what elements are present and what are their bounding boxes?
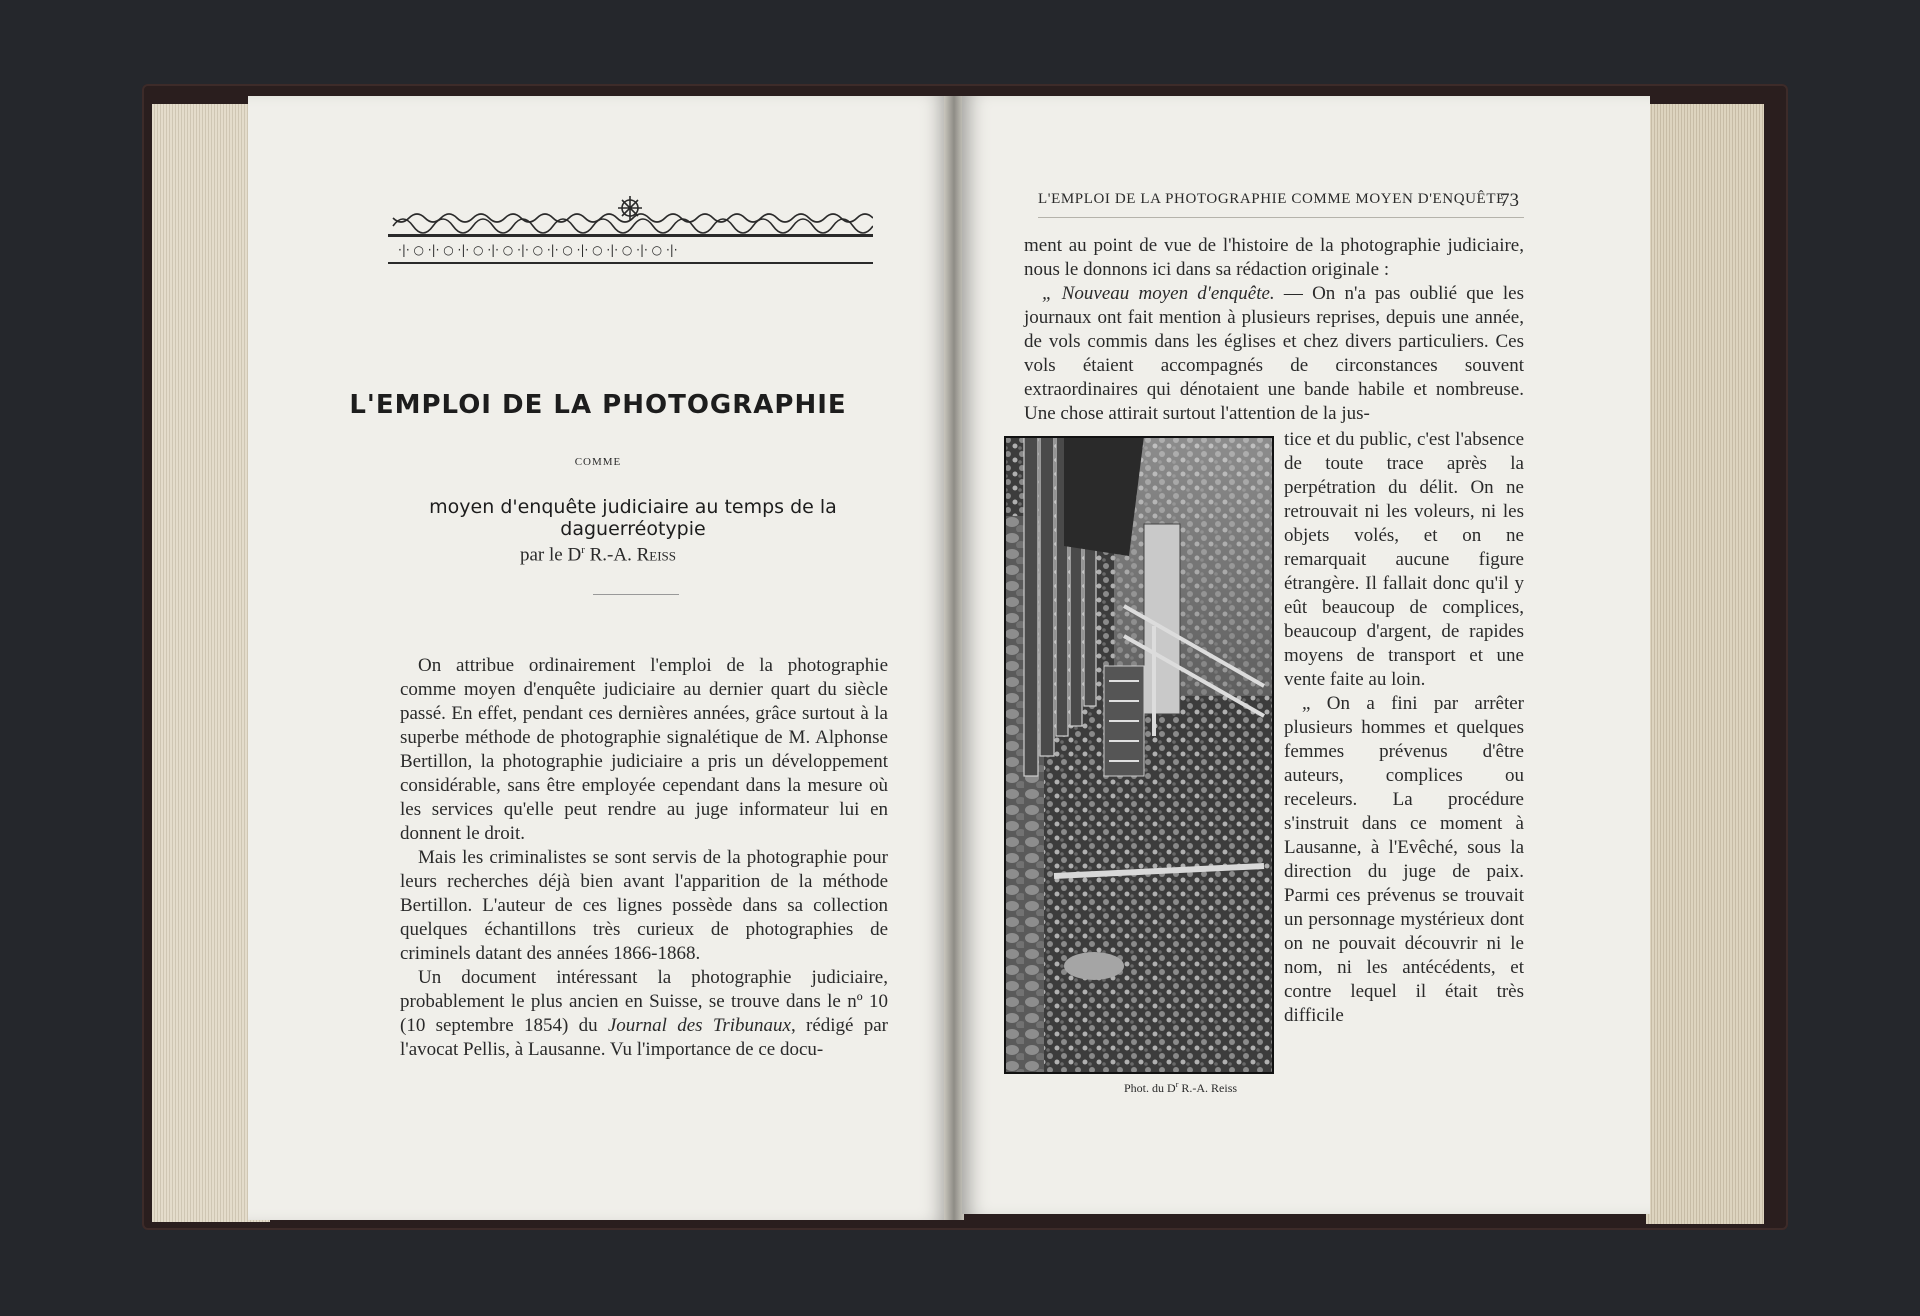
right-page bbox=[962, 96, 1650, 1214]
top-paragraph: ment au point de vue de l'histoire de la photographie judiciaire, nous le donnons ici dans sa rédaction originale : bbox=[1024, 235, 1524, 280]
svg-text:·|· ○ ·|· ○ ·|· ○: ·|· ○ ·|· ○ ·|· ○ ·|· ○ ·|· ○ ·|· ○ ·|· ○ ·|· ○ ·|· ○ ·|· bbox=[398, 243, 678, 257]
caption-prefix: Phot. du D bbox=[1124, 1081, 1176, 1095]
paragraph-3 bbox=[400, 966, 888, 1062]
paragraph-1: On attribue ordinairement l'emploi de la photographie comme moyen d'enquête judiciaire au dernier quart du siècle passé. En effet, pendant ces dernières années, grâce surtout à la superbe méthode de photographie signalétique de M. Alphonse Bertillon, la photographie judiciaire a pris un développement considérable, sans être employée cependant dans la mesure où les services qu'elle peut rendre au juge informateur lui en donnent le droit. bbox=[400, 655, 888, 844]
left-page bbox=[248, 96, 948, 1220]
title-connector: COMME bbox=[574, 456, 622, 468]
running-head: L'EMPLOI DE LA PHOTOGRAPHIE COMME MOYEN D'ENQUÊTE bbox=[1038, 191, 1506, 207]
byline-prefix: par le D bbox=[520, 544, 582, 566]
photo-caption bbox=[1124, 1080, 1237, 1096]
left-body bbox=[400, 654, 888, 1062]
author-name: R.-A. Reiss bbox=[589, 544, 676, 566]
article-title: L'EMPLOI DE LA PHOTOGRAPHIE bbox=[349, 390, 847, 420]
right-top-text bbox=[1024, 234, 1524, 426]
decorative-ornament-icon bbox=[388, 194, 873, 268]
journal-title: Journal des Tribunaux bbox=[607, 1015, 791, 1036]
book-gutter bbox=[944, 96, 964, 1220]
page-number: 73 bbox=[1500, 190, 1519, 211]
byline-sup: r bbox=[581, 544, 585, 556]
author-byline bbox=[248, 544, 948, 566]
caption-sup: r bbox=[1175, 1080, 1179, 1089]
caption-name: R.-A. Reiss bbox=[1181, 1081, 1238, 1095]
header-rule bbox=[1038, 217, 1524, 218]
paragraph-3-after: , rédigé par l'avocat Pellis, à Lausanne. Vu l'importance de ce docu- bbox=[400, 1015, 889, 1060]
quote-text: — On n'a pas oublié que les journaux ont fait mention à plusieurs reprises, depuis une année, de vols commis dans les églises et chez divers particuliers. Ces vols étaient accompagnés de circonstances souvent extraordinaires qui dénotaient une bande habile et nombreuse. Une chose attirait surtout l'attention de la jus- bbox=[1024, 283, 1525, 424]
right-column-text bbox=[1284, 428, 1524, 1028]
column-paragraph-2: „ On a fini par arrêter plusieurs hommes et quelques femmes prévenus d'être auteurs, complices ou receleurs. La procédure s'instruit dans ce moment à Lausanne, à l'Evêché, sous la direction du juge de paix. Parmi ces prévenus se trouvait un personnage mystérieux dont on ne pouvait découvrir ni le nom, ni les antécédents, et contre lequel il était très difficile bbox=[1284, 693, 1524, 1026]
photograph-mill-image bbox=[1004, 436, 1274, 1074]
title-rule bbox=[593, 594, 679, 595]
article-subtitle: moyen d'enquête judiciaire au temps de la daguerréotypie bbox=[429, 496, 837, 540]
page-edges-right bbox=[1646, 104, 1764, 1224]
paragraph-2: Mais les criminalistes se sont servis de la photographie pour leurs recherches déjà bien avant l'apparition de la méthode Bertillon. L'auteur de ces lignes possède dans sa collection quelques échantillons très curieux de photographies de criminels datant des années 1866-1868. bbox=[400, 847, 888, 964]
column-paragraph-1: tice et du public, c'est l'absence de toute trace après la perpétration du délit. On ne retrouvait ni les voleurs, ni les objets volés, et on ne remarquait aucune figure étrangère. Il fallait donc qu'il y eût beaucoup de complices, beaucoup d'argent, de rapides moyens de transport et une vente faite au loin. bbox=[1284, 429, 1524, 690]
quote-paragraph bbox=[1024, 282, 1524, 426]
quote-title: „ Nouveau moyen d'enquête. bbox=[1042, 283, 1275, 304]
paragraph-3-before: Un document intéressant la photographie judiciaire, probablement le plus ancien en Suisse, se trouve dans le nº 10 (10 septembre 1854) du bbox=[400, 967, 888, 1036]
